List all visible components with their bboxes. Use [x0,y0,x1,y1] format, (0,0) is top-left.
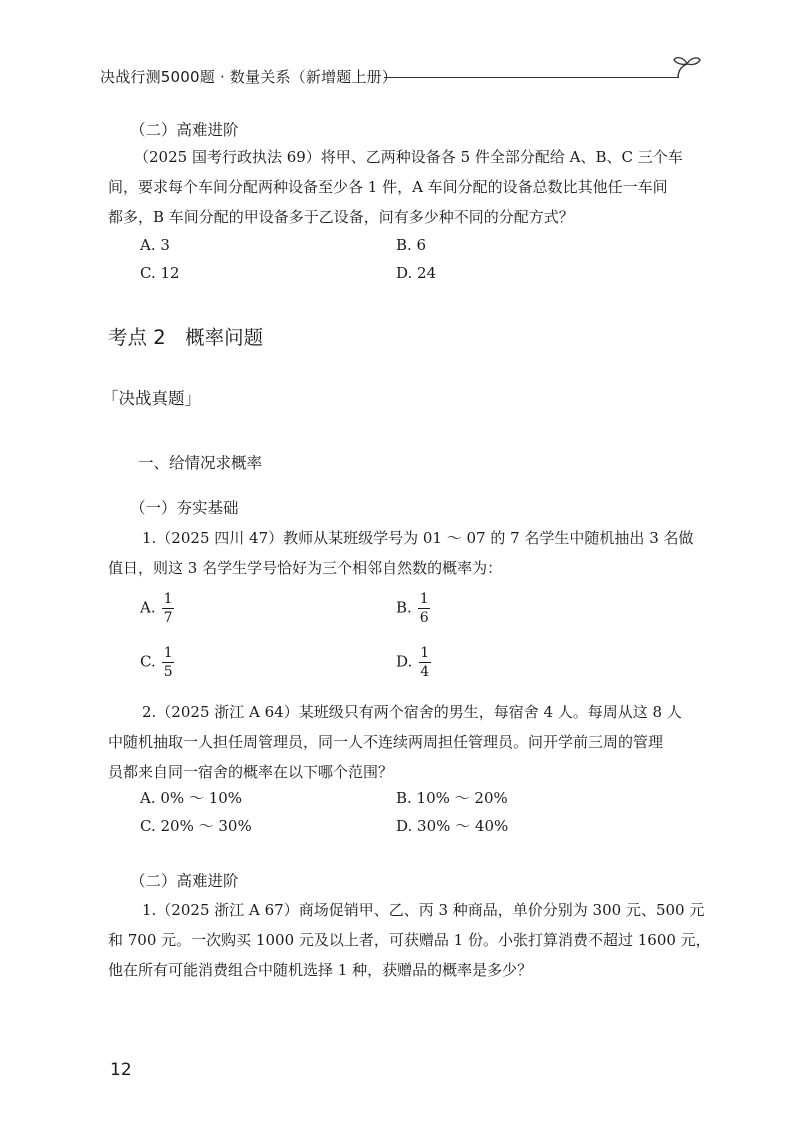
question-line: 和 700 元。一次购买 1000 元及以上者，可获赠品 1 份。小张打算消费不超过 1600 元， [108,931,711,949]
subsection-heading: （一）夯实基础 [130,499,239,517]
option-d [396,645,431,680]
denominator: 4 [420,664,430,680]
question-line: （2025 国考行政执法 69）将甲、乙两种设备各 5 件全部分配给 A、B、C 三个车 [134,148,683,166]
question-line: 值日，则这 3 名学生学号恰好为三个相邻自然数的概率为： [108,559,503,577]
fraction [418,591,431,626]
denominator: 5 [163,664,173,680]
option-b: B. 10% ～ 20% [396,789,508,807]
question-line: 2.（2025 浙江 A 64）某班级只有两个宿舍的男生，每宿舍 4 人。每周从这 8 人 [142,703,682,721]
option-b: B. 6 [396,236,427,254]
question-line: 中随机抽取一人担任周管理员，同一人不连续两周担任管理员。问开学前三周的管理 [108,733,664,751]
numerator: 1 [419,591,429,607]
header-rule [384,77,679,78]
option-a: A. 0% ～ 10% [140,789,243,807]
fraction [162,591,175,626]
page-number: 12 [110,1060,132,1080]
option-a: A. 3 [140,236,170,254]
question-line: 他在所有可能消费组合中随机选择 1 种，获赠品的概率是多少？ [108,961,533,979]
denominator: 6 [419,610,429,626]
question-text [108,697,702,787]
fraction [418,645,431,680]
option-c: C. 12 [140,264,180,282]
option-prefix: D. [396,652,413,671]
numerator: 1 [420,645,430,661]
zhenti-title: 「决战真题」 [102,389,201,408]
question-line: 1.（2025 浙江 A 67）商场促销甲、乙、丙 3 种商品，单价分别为 300 元、500 元 [142,901,705,919]
fraction-bar [419,662,431,663]
option-prefix: A. [140,598,156,617]
numerator: 1 [163,645,173,661]
question-text [108,142,694,232]
numerator: 1 [163,591,173,607]
fraction-bar [162,608,174,609]
denominator: 7 [163,610,173,626]
fraction [162,645,175,680]
sprout-icon [672,54,702,80]
kaodian-title: 考点 2 概率问题 [108,326,264,349]
question-line: 员都来自同一宿舍的概率在以下哪个范围？ [108,763,394,781]
running-header-title: 决战行测5000题 · 数量关系（新增题上册） [100,68,398,86]
section-heading: （二）高难进阶 [130,121,239,139]
subsection-heading: （二）高难进阶 [130,872,239,890]
question-line: 1.（2025 四川 47）教师从某班级学号为 01 ～ 07 的 7 名学生中随机抽出 3 名做 [142,529,694,547]
option-c: C. 20% ～ 30% [140,817,252,835]
question-text [108,895,711,985]
question-text [108,523,702,583]
part-heading: 一、给情况求概率 [138,454,263,472]
question-line: 都多，B 车间分配的甲设备多于乙设备，问有多少种不同的分配方式？ [108,208,574,226]
option-b [396,591,431,626]
question-line: 间，要求每个车间分配两种设备至少各 1 件，A 车间分配的设备总数比其他任一车间 [108,178,668,196]
fraction-bar [162,662,174,663]
option-prefix: B. [396,598,412,617]
option-d: D. 24 [396,264,437,282]
option-d: D. 30% ～ 40% [396,817,509,835]
option-a [140,591,175,626]
option-c [140,645,175,680]
option-prefix: C. [140,652,156,671]
fraction-bar [418,608,430,609]
